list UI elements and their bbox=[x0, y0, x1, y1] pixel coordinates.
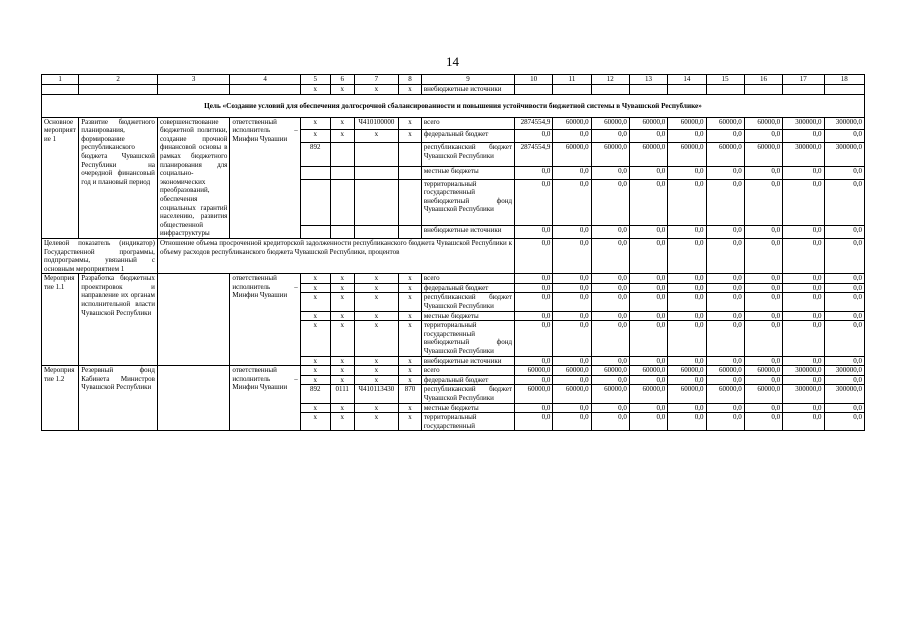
column-number: 17 bbox=[783, 75, 824, 85]
cell-grbs: x bbox=[300, 130, 330, 143]
funding-value: 0,0 bbox=[515, 356, 553, 366]
column-number: 3 bbox=[157, 75, 229, 85]
cell-rzpr: x bbox=[330, 366, 354, 376]
event-type: Мероприятие 1.1 bbox=[42, 274, 79, 366]
funding-value: 0,0 bbox=[515, 179, 553, 226]
funding-source: внебюджетные источники bbox=[421, 356, 514, 366]
cell-vr: x bbox=[399, 130, 422, 143]
event-type: Мероприятие 1.2 bbox=[42, 366, 79, 431]
column-number: 5 bbox=[300, 75, 330, 85]
cell-vr: x bbox=[399, 283, 422, 293]
funding-value: 300000,0 bbox=[824, 117, 865, 130]
funding-value: 0,0 bbox=[553, 375, 591, 385]
funding-value: 60000,0 bbox=[629, 117, 667, 130]
funding-value: 0,0 bbox=[515, 413, 553, 431]
cell-grbs: x bbox=[300, 117, 330, 130]
cell-rzpr bbox=[330, 166, 354, 179]
funding-value: 0,0 bbox=[629, 226, 667, 239]
indicator-value: 0,0 bbox=[824, 238, 865, 273]
funding-value: 60000,0 bbox=[706, 142, 744, 166]
funding-value: 60000,0 bbox=[629, 366, 667, 376]
cell-csr bbox=[354, 226, 399, 239]
cell-vr bbox=[399, 179, 422, 226]
cell-csr: x bbox=[354, 85, 399, 95]
cell-csr: x bbox=[354, 403, 399, 413]
funding-value: 0,0 bbox=[783, 130, 824, 143]
cell-vr: x bbox=[399, 413, 422, 431]
funding-value: 0,0 bbox=[553, 274, 591, 284]
cell-vr: x bbox=[399, 293, 422, 311]
cell-rzpr: x bbox=[330, 311, 354, 321]
funding-source: местные бюджеты bbox=[421, 166, 514, 179]
page-number: 14 bbox=[446, 54, 459, 69]
funding-value: 0,0 bbox=[629, 311, 667, 321]
funding-value: 0,0 bbox=[591, 356, 629, 366]
funding-value: 0,0 bbox=[668, 293, 706, 311]
funding-value: 0,0 bbox=[824, 375, 865, 385]
funding-value: 60000,0 bbox=[553, 366, 591, 376]
funding-value: 0,0 bbox=[824, 321, 865, 356]
cell-rzpr: x bbox=[330, 403, 354, 413]
funding-value: 0,0 bbox=[515, 274, 553, 284]
funding-source: республиканский бюджет Чувашской Республики bbox=[421, 142, 514, 166]
funding-value: 0,0 bbox=[515, 321, 553, 356]
cell-csr: Ч410113430 bbox=[354, 385, 399, 403]
cell-rzpr: x bbox=[330, 293, 354, 311]
funding-value: 0,0 bbox=[706, 166, 744, 179]
funding-value: 0,0 bbox=[668, 166, 706, 179]
top-carryover-row bbox=[42, 85, 865, 95]
funding-value: 0,0 bbox=[629, 274, 667, 284]
cell-grbs bbox=[300, 179, 330, 226]
column-number: 7 bbox=[354, 75, 399, 85]
funding-value: 0,0 bbox=[744, 413, 782, 431]
funding-source: местные бюджеты bbox=[421, 403, 514, 413]
cell-rzpr: x bbox=[330, 85, 354, 95]
funding-value: 0,0 bbox=[744, 293, 782, 311]
funding-value: 0,0 bbox=[744, 226, 782, 239]
column-number: 4 bbox=[230, 75, 300, 85]
cell-vr: x bbox=[399, 403, 422, 413]
funding-value: 60000,0 bbox=[515, 385, 553, 403]
funding-value: 0,0 bbox=[744, 311, 782, 321]
funding-value: 0,0 bbox=[668, 179, 706, 226]
cell-vr bbox=[399, 142, 422, 166]
funding-value: 0,0 bbox=[515, 283, 553, 293]
funding-value: 60000,0 bbox=[591, 142, 629, 166]
column-number: 8 bbox=[399, 75, 422, 85]
funding-value: 0,0 bbox=[706, 226, 744, 239]
cell-grbs bbox=[300, 166, 330, 179]
cell-grbs bbox=[300, 226, 330, 239]
cell-grbs: x bbox=[300, 321, 330, 356]
cell-grbs: x bbox=[300, 366, 330, 376]
cell-csr: x bbox=[354, 293, 399, 311]
funding-value: 0,0 bbox=[744, 179, 782, 226]
cell-csr: x bbox=[354, 321, 399, 356]
cell-rzpr: x bbox=[330, 375, 354, 385]
funding-value: 0,0 bbox=[668, 283, 706, 293]
funding-value: 60000,0 bbox=[668, 142, 706, 166]
funding-value: 60000,0 bbox=[744, 117, 782, 130]
funding-value: 0,0 bbox=[706, 293, 744, 311]
column-number: 15 bbox=[706, 75, 744, 85]
funding-value: 0,0 bbox=[515, 403, 553, 413]
funding-source: территориальный государственный внебюджетный фонд Чувашской Республики bbox=[421, 179, 514, 226]
cell-vr: 870 bbox=[399, 385, 422, 403]
funding-value: 60000,0 bbox=[515, 366, 553, 376]
funding-value: 0,0 bbox=[706, 130, 744, 143]
table-row bbox=[42, 274, 865, 284]
funding-value: 0,0 bbox=[706, 403, 744, 413]
funding-value: 0,0 bbox=[744, 166, 782, 179]
funding-source: федеральный бюджет bbox=[421, 375, 514, 385]
funding-value: 0,0 bbox=[591, 130, 629, 143]
funding-value: 60000,0 bbox=[744, 385, 782, 403]
funding-value: 0,0 bbox=[706, 356, 744, 366]
funding-value: 0,0 bbox=[783, 413, 824, 431]
funding-source: внебюджетные источники bbox=[421, 226, 514, 239]
funding-value: 0,0 bbox=[783, 179, 824, 226]
funding-value: 0,0 bbox=[553, 403, 591, 413]
indicator-value: 0,0 bbox=[515, 238, 553, 273]
funding-value: 60000,0 bbox=[744, 142, 782, 166]
cell-grbs: x bbox=[300, 403, 330, 413]
cell-rzpr: x bbox=[330, 321, 354, 356]
cell-rzpr: x bbox=[330, 413, 354, 431]
funding-value: 0,0 bbox=[744, 274, 782, 284]
goal-row bbox=[42, 94, 865, 117]
cell-rzpr: x bbox=[330, 274, 354, 284]
column-number: 14 bbox=[668, 75, 706, 85]
funding-value: 60000,0 bbox=[553, 117, 591, 130]
indicator-value: 0,0 bbox=[706, 238, 744, 273]
funding-value: 60000,0 bbox=[553, 385, 591, 403]
funding-value: 60000,0 bbox=[591, 117, 629, 130]
column-number: 9 bbox=[421, 75, 514, 85]
funding-value: 0,0 bbox=[824, 283, 865, 293]
funding-value: 0,0 bbox=[668, 130, 706, 143]
funding-value: 0,0 bbox=[824, 403, 865, 413]
funding-value: 0,0 bbox=[744, 356, 782, 366]
cell-grbs: x bbox=[300, 283, 330, 293]
funding-value: 0,0 bbox=[744, 283, 782, 293]
funding-value: 0,0 bbox=[591, 375, 629, 385]
cell-rzpr: x bbox=[330, 356, 354, 366]
event-executor: ответственный исполнитель – Минфин Чувашии bbox=[230, 274, 300, 366]
column-number: 2 bbox=[79, 75, 158, 85]
cell-vr: x bbox=[399, 321, 422, 356]
funding-source: республиканский бюджет Чувашской Республики bbox=[421, 293, 514, 311]
funding-value: 0,0 bbox=[783, 356, 824, 366]
funding-value: 0,0 bbox=[629, 130, 667, 143]
cell-csr: x bbox=[354, 413, 399, 431]
funding-value: 0,0 bbox=[515, 130, 553, 143]
funding-value: 60000,0 bbox=[668, 366, 706, 376]
funding-value: 0,0 bbox=[591, 283, 629, 293]
funding-value: 0,0 bbox=[824, 274, 865, 284]
funding-value: 0,0 bbox=[629, 356, 667, 366]
funding-value: 0,0 bbox=[744, 321, 782, 356]
cell-csr: x bbox=[354, 311, 399, 321]
indicator-value: 0,0 bbox=[553, 238, 591, 273]
column-number: 10 bbox=[515, 75, 553, 85]
column-number: 16 bbox=[744, 75, 782, 85]
funding-value: 0,0 bbox=[706, 283, 744, 293]
funding-value: 0,0 bbox=[824, 130, 865, 143]
funding-value: 0,0 bbox=[553, 413, 591, 431]
funding-value: 0,0 bbox=[783, 226, 824, 239]
funding-value: 0,0 bbox=[553, 130, 591, 143]
funding-value: 60000,0 bbox=[629, 385, 667, 403]
funding-value: 0,0 bbox=[783, 274, 824, 284]
cell-rzpr bbox=[330, 179, 354, 226]
column-number: 11 bbox=[553, 75, 591, 85]
funding-value: 2874554,9 bbox=[515, 142, 553, 166]
funding-value: 0,0 bbox=[591, 403, 629, 413]
funding-value: 60000,0 bbox=[591, 366, 629, 376]
cell-csr: x bbox=[354, 375, 399, 385]
cell-vr: x bbox=[399, 375, 422, 385]
indicator-value: 0,0 bbox=[629, 238, 667, 273]
funding-value: 60000,0 bbox=[668, 385, 706, 403]
cell-csr: x bbox=[354, 283, 399, 293]
funding-value: 0,0 bbox=[824, 356, 865, 366]
funding-value: 60000,0 bbox=[629, 142, 667, 166]
indicator-text: Отношение объема просроченной кредиторской задолженности республиканского бюджета Чувашской Республики к объему расходов республиканского бюджета Чувашской Республики, процентов bbox=[157, 238, 514, 273]
funding-value: 0,0 bbox=[629, 403, 667, 413]
funding-value: 0,0 bbox=[515, 375, 553, 385]
funding-value: 0,0 bbox=[668, 403, 706, 413]
funding-value: 0,0 bbox=[629, 166, 667, 179]
funding-value: 300000,0 bbox=[824, 142, 865, 166]
funding-value: 0,0 bbox=[591, 179, 629, 226]
funding-value: 300000,0 bbox=[783, 366, 824, 376]
goal-title: Цель «Создание условий для обеспечения долгосрочной сбалансированности и повышения устойчивости бюджетной системы в Чувашской Республике» bbox=[42, 94, 865, 117]
budget-table bbox=[41, 74, 865, 431]
funding-value: 0,0 bbox=[515, 293, 553, 311]
cell-csr: x bbox=[354, 130, 399, 143]
indicator-value: 0,0 bbox=[668, 238, 706, 273]
funding-value: 0,0 bbox=[553, 311, 591, 321]
funding-value: 0,0 bbox=[783, 375, 824, 385]
cell-grbs: 892 bbox=[300, 142, 330, 166]
funding-value: 60000,0 bbox=[668, 117, 706, 130]
funding-value: 0,0 bbox=[668, 356, 706, 366]
funding-value: 300000,0 bbox=[824, 385, 865, 403]
funding-value: 0,0 bbox=[591, 413, 629, 431]
column-number: 12 bbox=[591, 75, 629, 85]
funding-value: 0,0 bbox=[553, 356, 591, 366]
funding-source: всего bbox=[421, 117, 514, 130]
funding-value: 60000,0 bbox=[706, 117, 744, 130]
event-name: Развитие бюджетного планирования, формирование республиканского бюджета Чувашской Республики на очередной финансовый год и плановый период bbox=[79, 117, 158, 238]
table-row bbox=[42, 117, 865, 130]
funding-value: 0,0 bbox=[553, 166, 591, 179]
funding-value: 0,0 bbox=[706, 413, 744, 431]
indicator-label: Целевой показатель (индикатор) Государственной программы, подпрограммы, увязанный с основным мероприятием 1 bbox=[42, 238, 158, 273]
funding-value: 0,0 bbox=[744, 375, 782, 385]
funding-value: 2874554,9 bbox=[515, 117, 553, 130]
column-number: 13 bbox=[629, 75, 667, 85]
funding-value: 0,0 bbox=[706, 375, 744, 385]
cell-csr bbox=[354, 142, 399, 166]
event-executor: ответственный исполнитель – Минфин Чувашии bbox=[230, 117, 300, 238]
cell-rzpr: x bbox=[330, 283, 354, 293]
cell-rzpr: x bbox=[330, 130, 354, 143]
event-goal bbox=[157, 274, 229, 366]
funding-value: 300000,0 bbox=[783, 142, 824, 166]
cell-grbs: x bbox=[300, 375, 330, 385]
funding-value: 60000,0 bbox=[706, 366, 744, 376]
cell-rzpr: 0111 bbox=[330, 385, 354, 403]
cell-vr: x bbox=[399, 274, 422, 284]
funding-value: 0,0 bbox=[824, 293, 865, 311]
cell-csr bbox=[354, 166, 399, 179]
funding-value: 0,0 bbox=[629, 179, 667, 226]
funding-value: 0,0 bbox=[783, 166, 824, 179]
funding-value: 0,0 bbox=[783, 283, 824, 293]
funding-value: 60000,0 bbox=[744, 366, 782, 376]
funding-source: местные бюджеты bbox=[421, 311, 514, 321]
funding-value: 0,0 bbox=[706, 274, 744, 284]
funding-value: 0,0 bbox=[553, 321, 591, 356]
funding-value: 0,0 bbox=[515, 226, 553, 239]
funding-value: 0,0 bbox=[629, 321, 667, 356]
funding-value: 0,0 bbox=[553, 226, 591, 239]
funding-value: 0,0 bbox=[668, 375, 706, 385]
funding-value: 0,0 bbox=[629, 375, 667, 385]
cell-vr bbox=[399, 166, 422, 179]
column-number: 6 bbox=[330, 75, 354, 85]
funding-value: 0,0 bbox=[706, 321, 744, 356]
cell-grbs: x bbox=[300, 85, 330, 95]
cell-vr: x bbox=[399, 117, 422, 130]
funding-value: 60000,0 bbox=[706, 385, 744, 403]
funding-value: 0,0 bbox=[553, 179, 591, 226]
funding-value: 0,0 bbox=[591, 311, 629, 321]
cell-csr: x bbox=[354, 356, 399, 366]
funding-value: 0,0 bbox=[783, 311, 824, 321]
indicator-row bbox=[42, 238, 865, 273]
cell-vr: x bbox=[399, 366, 422, 376]
cell-grbs: x bbox=[300, 293, 330, 311]
funding-value: 0,0 bbox=[591, 321, 629, 356]
cell-vr: x bbox=[399, 311, 422, 321]
funding-value: 0,0 bbox=[668, 226, 706, 239]
funding-value: 0,0 bbox=[591, 166, 629, 179]
funding-value: 0,0 bbox=[783, 293, 824, 311]
funding-source: всего bbox=[421, 366, 514, 376]
funding-value: 60000,0 bbox=[591, 385, 629, 403]
funding-value: 0,0 bbox=[668, 413, 706, 431]
column-number: 18 bbox=[824, 75, 865, 85]
cell-grbs: x bbox=[300, 274, 330, 284]
funding-value: 0,0 bbox=[744, 130, 782, 143]
funding-value: 0,0 bbox=[824, 311, 865, 321]
funding-source: территориальный государственный bbox=[421, 413, 514, 431]
funding-value: 0,0 bbox=[824, 179, 865, 226]
funding-value: 0,0 bbox=[591, 293, 629, 311]
funding-source: внебюджетные источники bbox=[421, 85, 514, 95]
funding-value: 0,0 bbox=[629, 413, 667, 431]
cell-csr: x bbox=[354, 274, 399, 284]
funding-value: 0,0 bbox=[744, 403, 782, 413]
funding-value: 0,0 bbox=[668, 311, 706, 321]
cell-vr: x bbox=[399, 356, 422, 366]
event-type: Основное мероприятие 1 bbox=[42, 117, 79, 238]
funding-value: 300000,0 bbox=[783, 385, 824, 403]
funding-value: 0,0 bbox=[824, 413, 865, 431]
funding-value: 0,0 bbox=[668, 321, 706, 356]
funding-value: 0,0 bbox=[668, 274, 706, 284]
event-executor: ответственный исполнитель – Минфин Чувашии bbox=[230, 366, 300, 431]
cell-rzpr bbox=[330, 142, 354, 166]
indicator-value: 0,0 bbox=[783, 238, 824, 273]
event-name: Резервный фонд Кабинета Министров Чувашской Республики bbox=[79, 366, 158, 431]
cell-grbs: 892 bbox=[300, 385, 330, 403]
cell-vr: x bbox=[399, 85, 422, 95]
indicator-value: 0,0 bbox=[591, 238, 629, 273]
cell-vr bbox=[399, 226, 422, 239]
indicator-value: 0,0 bbox=[744, 238, 782, 273]
event-goal: совершенствование бюджетной политики, создание прочной финансовой основы в рамках бюджетного планирования для социально-экономических преобразований, обеспечения социальных гарантий населению, развития общественной инфраструктуры bbox=[157, 117, 229, 238]
funding-source: федеральный бюджет bbox=[421, 283, 514, 293]
column-number: 1 bbox=[42, 75, 79, 85]
funding-value: 0,0 bbox=[591, 274, 629, 284]
funding-value: 0,0 bbox=[515, 311, 553, 321]
cell-rzpr bbox=[330, 226, 354, 239]
funding-value: 300000,0 bbox=[783, 117, 824, 130]
cell-csr: Ч410100000 bbox=[354, 117, 399, 130]
funding-value: 0,0 bbox=[706, 179, 744, 226]
funding-value: 0,0 bbox=[706, 311, 744, 321]
table-row bbox=[42, 366, 865, 376]
funding-value: 0,0 bbox=[553, 293, 591, 311]
cell-csr: x bbox=[354, 366, 399, 376]
cell-rzpr: x bbox=[330, 117, 354, 130]
funding-source: территориальный государственный внебюджетный фонд Чувашской Республики bbox=[421, 321, 514, 356]
funding-value: 0,0 bbox=[783, 403, 824, 413]
cell-csr bbox=[354, 179, 399, 226]
funding-value: 60000,0 bbox=[553, 142, 591, 166]
funding-value: 0,0 bbox=[824, 226, 865, 239]
funding-value: 0,0 bbox=[783, 321, 824, 356]
funding-source: всего bbox=[421, 274, 514, 284]
cell-grbs: x bbox=[300, 413, 330, 431]
funding-value: 300000,0 bbox=[824, 366, 865, 376]
funding-value: 0,0 bbox=[824, 166, 865, 179]
funding-value: 0,0 bbox=[591, 226, 629, 239]
column-number-row bbox=[42, 75, 865, 85]
funding-value: 0,0 bbox=[629, 283, 667, 293]
event-name: Разработка бюджетных проектировок и направление их органам исполнительной власти Чувашской Республики bbox=[79, 274, 158, 366]
cell-grbs: x bbox=[300, 356, 330, 366]
funding-source: федеральный бюджет bbox=[421, 130, 514, 143]
event-goal bbox=[157, 366, 229, 431]
cell-grbs: x bbox=[300, 311, 330, 321]
funding-value: 0,0 bbox=[553, 283, 591, 293]
funding-source: республиканский бюджет Чувашской Республики bbox=[421, 385, 514, 403]
funding-value: 0,0 bbox=[515, 166, 553, 179]
funding-value: 0,0 bbox=[629, 293, 667, 311]
